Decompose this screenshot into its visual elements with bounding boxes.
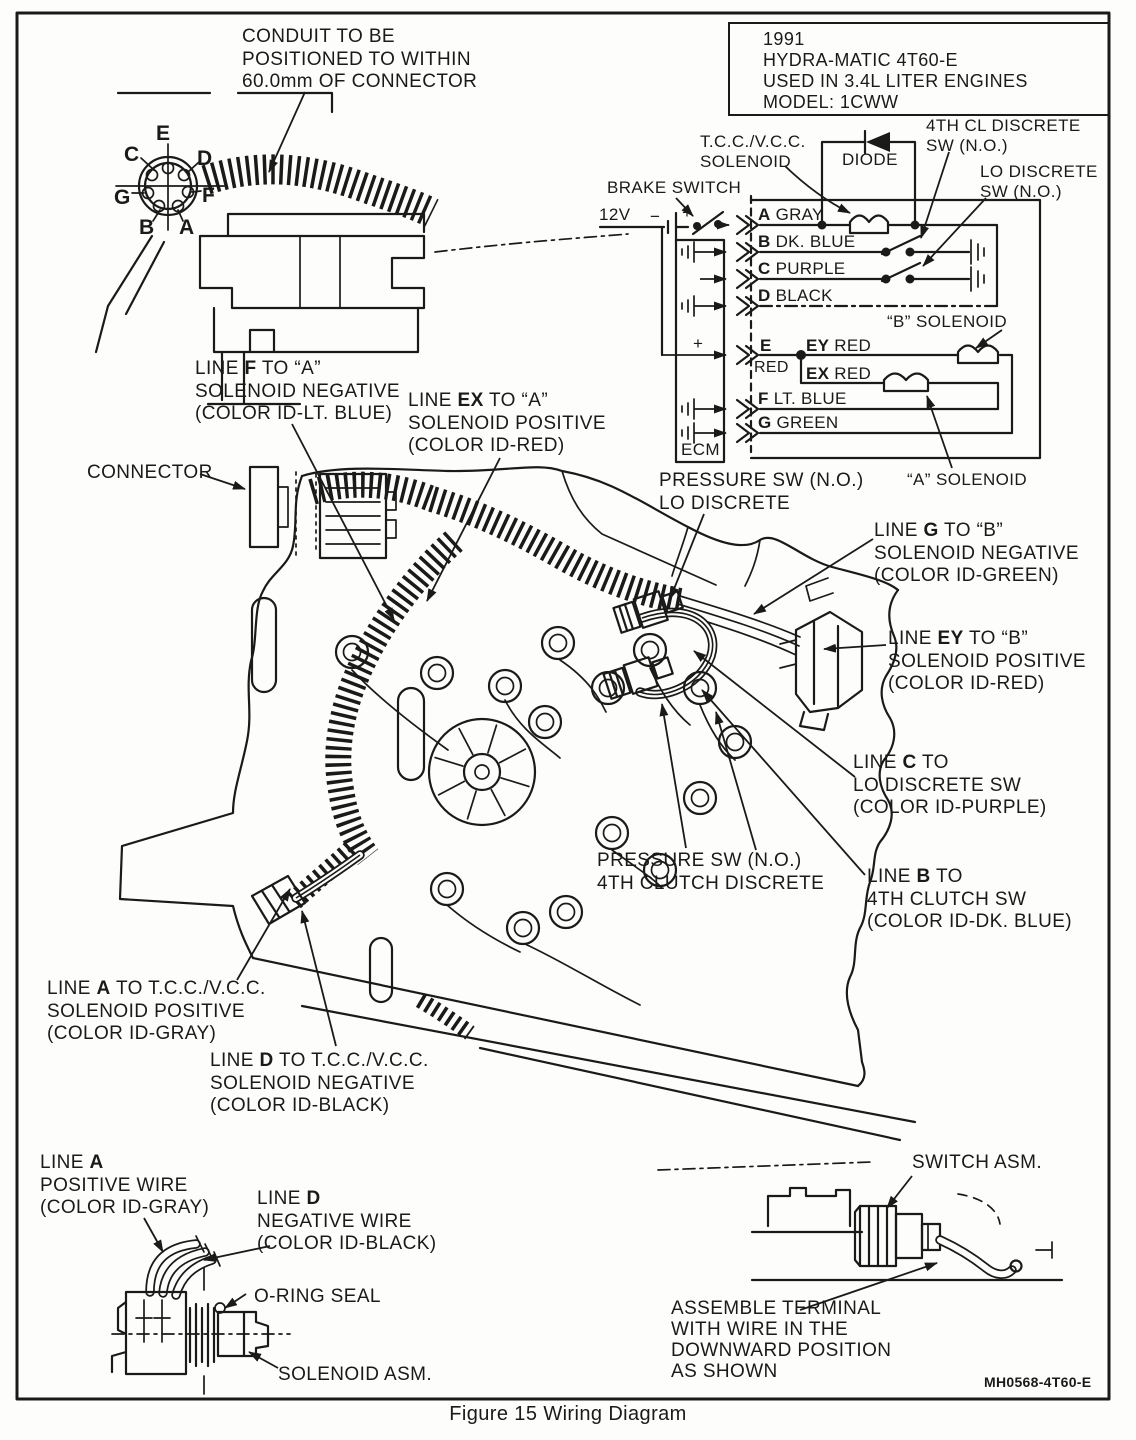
pressure-sw-4th-label: PRESSURE SW (N.O.) 4TH CLUTCH DISCRETE [597, 850, 825, 894]
supply-label: 12V [599, 205, 631, 224]
line-f-callout: LINE F TO “A” SOLENOID NEGATIVE (COLOR ID-LT. BLUE) [195, 358, 400, 424]
wire-c: C PURPLE [758, 259, 846, 278]
title-box: 1991 HYDRA-MATIC 4T60-E USED IN 3.4L LITER ENGINES MODEL: 1CWW [728, 22, 1110, 116]
diode-label: DIODE [842, 150, 898, 169]
figure-caption: Figure 15 Wiring Diagram [449, 1403, 687, 1425]
wire-f: F LT. BLUE [758, 389, 847, 408]
line-c-callout: LINE C TO LO DISCRETE SW (COLOR ID-PURPLE) [853, 752, 1047, 818]
wire-e-key: E [760, 336, 772, 355]
ecm-plus: + [693, 334, 704, 353]
pin-label-e: E [156, 122, 171, 145]
line-a-tcc-callout: LINE A TO T.C.C./V.C.C. SOLENOID POSITIVE (COLOR ID-GRAY) [47, 978, 266, 1044]
conduit-note: CONDUIT TO BE POSITIONED TO WITHIN 60.0mm OF CONNECTOR [242, 26, 478, 92]
wire-d: D BLACK [758, 286, 833, 305]
assemble-note: ASSEMBLE TERMINAL WITH WIRE IN THE DOWNWARD POSITION AS SHOWN [671, 1298, 892, 1382]
pin-label-g: G [114, 186, 131, 209]
document-number: MH0568-4T60-E [984, 1374, 1092, 1390]
connector-label: CONNECTOR [87, 462, 213, 483]
tcc-solenoid-label: T.C.C./V.C.C. SOLENOID [700, 132, 806, 171]
pin-label-a: A [179, 216, 195, 239]
wire-a: A GRAY [758, 205, 824, 224]
line-d-tcc-callout: LINE D TO T.C.C./V.C.C. SOLENOID NEGATIVE (COLOR ID-BLACK) [210, 1050, 429, 1116]
fourth-cl-switch-label: 4TH CL DISCRETE SW (N.O.) [926, 116, 1081, 155]
wire-ey: EY RED [806, 336, 872, 355]
wire-e-color: RED [754, 359, 789, 376]
line-g-callout: LINE G TO “B” SOLENOID NEGATIVE (COLOR ID-GREEN) [874, 520, 1079, 586]
line-a-wire-callout: LINE A POSITIVE WIRE (COLOR ID-GRAY) [40, 1152, 210, 1218]
wire-ex: EX RED [806, 364, 872, 383]
pressure-sw-lo-label: PRESSURE SW (N.O.) LO DISCRETE [659, 470, 864, 514]
wire-b: B DK. BLUE [758, 232, 856, 251]
solenoid-asm-label: SOLENOID ASM. [278, 1364, 433, 1385]
switch-asm-label: SWITCH ASM. [912, 1152, 1043, 1173]
line-ex-callout: LINE EX TO “A” SOLENOID POSITIVE (COLOR ID-RED) [408, 390, 606, 456]
pin-label-f: F [202, 184, 215, 207]
o-ring-label: O-RING SEAL [254, 1286, 381, 1307]
ecm-label: ECM [681, 440, 720, 459]
a-solenoid-label: “A” SOLENOID [907, 470, 1028, 489]
line-ey-callout: LINE EY TO “B” SOLENOID POSITIVE (COLOR ID-RED) [888, 628, 1086, 694]
b-solenoid-label: “B” SOLENOID [887, 312, 1008, 331]
lo-discrete-switch-label: LO DISCRETE SW (N.O.) [980, 162, 1098, 201]
pin-label-d: D [197, 147, 213, 170]
pin-label-c: C [124, 143, 140, 166]
brake-switch-label: BRAKE SWITCH [607, 178, 742, 197]
pin-label-b: B [139, 216, 155, 239]
battery-plus: + [682, 203, 693, 222]
battery-minus: − [650, 207, 661, 226]
switch-assembly-view [658, 1162, 1062, 1310]
line-d-wire-callout: LINE D NEGATIVE WIRE (COLOR ID-BLACK) [257, 1188, 437, 1254]
wire-g: G GREEN [758, 413, 839, 432]
line-b-callout: LINE B TO 4TH CLUTCH SW (COLOR ID-DK. BLUE) [867, 866, 1073, 932]
